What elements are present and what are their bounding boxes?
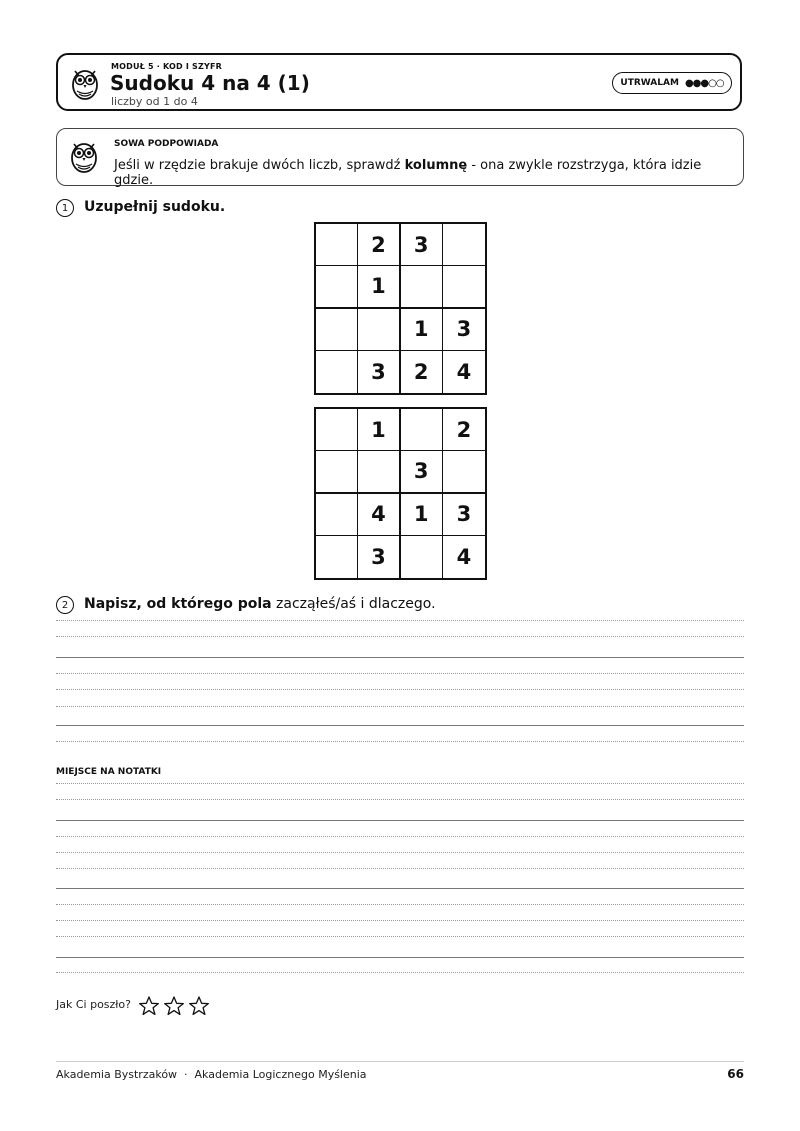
sudoku-cell: 3: [358, 536, 400, 578]
exercise-number: 2: [56, 596, 74, 614]
notes-line[interactable]: [56, 936, 744, 937]
notes-line[interactable]: [56, 836, 744, 837]
exercise-title: Uzupełnij sudoku.: [84, 199, 226, 215]
answer-line[interactable]: [56, 657, 744, 658]
sudoku-cell: 3: [443, 494, 485, 536]
exercise-title: Napisz, od którego pola zacząłeś/aś i dlaczego.: [84, 596, 436, 612]
notes-line[interactable]: [56, 972, 744, 973]
star-rating-icon[interactable]: [139, 996, 159, 1016]
sudoku-cell[interactable]: [316, 266, 358, 308]
notes-line[interactable]: [56, 799, 744, 800]
answer-line[interactable]: [56, 741, 744, 742]
answer-line[interactable]: [56, 620, 744, 621]
owl-icon: [70, 65, 100, 101]
tip-emphasis: kolumnę: [404, 158, 468, 173]
sudoku-cell[interactable]: [401, 536, 443, 578]
sudoku-cell[interactable]: [358, 451, 400, 493]
sudoku-cell[interactable]: [316, 309, 358, 351]
sudoku-cell[interactable]: [316, 351, 358, 393]
page-number: 66: [727, 1067, 744, 1081]
sudoku-cell[interactable]: [316, 409, 358, 451]
sudoku-grid: [314, 407, 487, 580]
footer-divider: [56, 1061, 744, 1062]
sudoku-cell: 2: [443, 409, 485, 451]
sudoku-cell: 2: [358, 224, 400, 266]
notes-line[interactable]: [56, 904, 744, 905]
notes-line[interactable]: [56, 783, 744, 784]
answer-line[interactable]: [56, 689, 744, 690]
notes-label: MIEJSCE NA NOTATKI: [56, 767, 162, 777]
sudoku-cell[interactable]: [401, 409, 443, 451]
footer-text: Akademia Bystrzaków · Akademia Logicznego Myślenia: [56, 1068, 367, 1081]
sudoku-cell: 1: [358, 266, 400, 308]
sudoku-cell[interactable]: [443, 451, 485, 493]
sudoku-cell[interactable]: [443, 266, 485, 308]
sudoku-cell[interactable]: [358, 309, 400, 351]
worksheet-header: [56, 53, 742, 111]
page-title: Sudoku 4 na 4 (1): [110, 71, 310, 95]
sudoku-grid: [314, 222, 487, 395]
sudoku-cell: 1: [401, 494, 443, 536]
tip-label: SOWA PODPOWIADA: [114, 139, 219, 149]
level-dots: ●●●○○: [684, 77, 724, 89]
answer-line[interactable]: [56, 636, 744, 637]
sudoku-cell: 4: [358, 494, 400, 536]
sudoku-cell: 1: [358, 409, 400, 451]
page-subtitle: liczby od 1 do 4: [111, 95, 198, 108]
tip-box: [56, 128, 744, 186]
rating-label: Jak Ci poszło?: [56, 998, 131, 1011]
owl-icon: [69, 138, 99, 174]
answer-line[interactable]: [56, 725, 744, 726]
notes-line[interactable]: [56, 920, 744, 921]
star-rating-icon[interactable]: [164, 996, 184, 1016]
sudoku-cell: 3: [358, 351, 400, 393]
notes-line[interactable]: [56, 852, 744, 853]
sudoku-cell[interactable]: [401, 266, 443, 308]
sudoku-cell: 3: [443, 309, 485, 351]
sudoku-cell[interactable]: [316, 224, 358, 266]
notes-line[interactable]: [56, 868, 744, 869]
sudoku-cell: 3: [401, 224, 443, 266]
sudoku-cell: 2: [401, 351, 443, 393]
level-label: UTRWALAM: [620, 78, 679, 88]
sudoku-cell[interactable]: [316, 451, 358, 493]
notes-line[interactable]: [56, 888, 744, 889]
sudoku-cell: 3: [401, 451, 443, 493]
module-label: MODUŁ 5 · KOD I SZYFR: [111, 62, 223, 71]
notes-line[interactable]: [56, 820, 744, 821]
sudoku-cell: 1: [401, 309, 443, 351]
exercise-number: 1: [56, 199, 74, 217]
answer-line[interactable]: [56, 673, 744, 674]
tip-text: Jeśli w rzędzie brakuje dwóch liczb, sprawdź kolumnę - ona zwykle rozstrzyga, która idzie gdzie.: [114, 158, 702, 188]
level-badge: [612, 72, 732, 94]
sudoku-cell: 4: [456, 359, 472, 384]
answer-line[interactable]: [56, 706, 744, 707]
sudoku-cell: 4: [456, 544, 472, 569]
sudoku-cell[interactable]: [443, 224, 485, 266]
sudoku-cell[interactable]: [316, 494, 358, 536]
star-rating-icon[interactable]: [189, 996, 209, 1016]
notes-line[interactable]: [56, 957, 744, 958]
sudoku-cell[interactable]: [316, 536, 358, 578]
